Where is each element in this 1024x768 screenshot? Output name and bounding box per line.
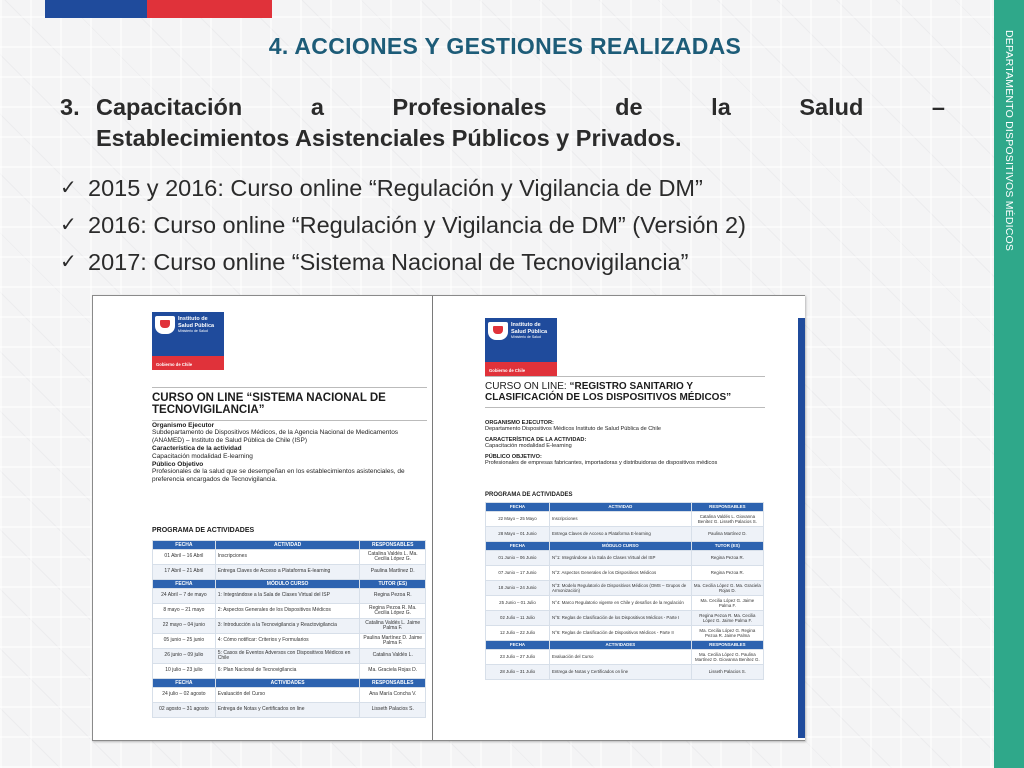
table-cell: Entrega de Notas y Certificados on line [215,703,360,718]
table-cell: Paulina Martínez D. [691,527,763,542]
table-cell: Regina Pezoa R. [360,589,426,604]
table-header-row [486,641,764,650]
heading-word: Capacitación [96,94,243,120]
course-flyer-tecnovigilancia [93,296,433,740]
table-cell: 12 Julio – 22 Julio [486,626,550,641]
table-row [486,566,764,581]
checkmark-icon: ✓ [60,214,77,236]
bullet-text: 2016: Curso online “Regulación y Vigilancia de DM” (Versión 2) [88,212,746,238]
table-header-row [486,542,764,551]
table-cell: Catalina Valdés L. Jaime Palma F. [360,619,426,634]
table-cell: Ma. Cecilia López G. Jaime Palma F. [691,596,763,611]
table-cell: 1: Integrándose a la Sala de Clases Virtual del ISP [215,589,360,604]
heading-word: la [711,94,731,120]
isp-logo [152,312,224,370]
table-cell: Paulina Martínez D. [360,565,426,580]
course-documents-image [92,295,805,741]
table-header-row [486,503,764,512]
doc-meta: Organismo Ejecutor Subdepartamento de Dispositivos Médicos, de la Agencia Nacional de Medicamentos (ANAMED) – Instituto de Salud Pública de Chile (ISP) Característica de la actividad Capacitación modalidad E-learning Público Objetivo Profesionales de la salud que se desempeñan en los establecimientos asistenciales, de preferencia encargados de Tecnovigilancia. [152,422,405,483]
doc-title: CURSO ON LINE “SISTEMA NACIONAL DE TECNOVIGILANCIA” [152,387,427,421]
table-header-cell: FECHA [486,641,550,650]
table-cell: Catalina Valdés L. [360,649,426,664]
table-row [486,581,764,596]
heading-line-1 [96,92,945,123]
table-cell: 22 Mayo – 25 Mayo [486,512,550,527]
heading-line-2: Establecimientos Asistenciales Públicos y Privados. [96,125,682,151]
table-cell: 2: Aspectos Generales de los Dispositivos Médicos [215,604,360,619]
table-header-cell: RESPONSABLES [360,541,426,550]
table-cell: 3: Introducción a la Tecnovigilancia y Reactovigilancia [215,619,360,634]
table-header-cell: RESPONSABLES [691,503,763,512]
table-header-cell: RESPONSABLES [691,641,763,650]
table-cell: N°2: Aspectos Generales de los Dispositivos Médicos [549,566,691,581]
table-cell: 02 Julio – 11 Julio [486,611,550,626]
table-cell: Inscripciones [549,512,691,527]
heading-word: – [931,94,945,120]
table-cell: 24 julio – 02 agosto [153,688,216,703]
bullet-item [60,170,746,207]
heading-word: a [310,94,324,120]
table-row [153,550,426,565]
table-cell: 24 Abril – 7 de mayo [153,589,216,604]
table-row [486,596,764,611]
table-cell: 28 Mayo – 01 Junio [486,527,550,542]
table-cell: 01 Abril – 16 Abril [153,550,216,565]
table-cell: 5: Casos de Eventos Adversos con Dispositivos Médicos en Chile [215,649,360,664]
checkmark-icon: ✓ [60,177,77,199]
flyer-edge-band [798,318,805,738]
table-header-cell: FECHA [153,541,216,550]
table-header-cell: FECHA [153,679,216,688]
flag-color-bar [45,0,272,18]
doc-meta: ORGANISMO EJECUTOR: Departamento Dispositivos Médicos Instituto de Salud Pública de Chile CARACTERÍSTICA DE LA ACTIVIDAD: Capacitación modalidad E-learning PÚBLICO OBJETIVO: Profesionales de empresas fabricantes, importadoras y distribuidoras de dispositivos médicos [485,420,718,467]
table-header-cell: TUTOR (ES) [360,580,426,589]
bullet-text: 2017: Curso online “Sistema Nacional de Tecnovigilancia” [88,249,689,275]
flag-red-segment [147,0,272,18]
table-header-cell: TUTOR (ES) [691,542,763,551]
table-header-cell: RESPONSABLES [360,679,426,688]
bullet-text: 2015 y 2016: Curso online “Regulación y Vigilancia de DM” [88,175,703,201]
table-cell: 25 Junio – 01 Julio [486,596,550,611]
table-row [153,688,426,703]
table-row [486,611,764,626]
schedule-table [485,502,764,680]
table-cell: Regina Pezoa R. Ma. Cecilia López G. [360,604,426,619]
table-cell: Paulina Martínez D. Jaime Palma F. [360,634,426,649]
table-cell: Regina Pezoa R. [691,566,763,581]
table-cell: Evaluación del Curso [215,688,360,703]
schedule-table [152,540,426,718]
bullet-item [60,207,746,244]
heading-number: 3. [60,94,80,120]
table-cell: Ma. Cecilia López G. Ma. Graciela Rojas D. [691,581,763,596]
table-cell: N°5: Reglas de Clasificación de los Dispositivos Médicos - Parte I [549,611,691,626]
table-cell: Ma. Cecilia López G. Regina Pezoa R. Jaime Palma [691,626,763,641]
table-cell: Catalina Valdés L. Giovanna Benítez G. Lisseth Palacios S. [691,512,763,527]
table-row [486,650,764,665]
table-header-cell: FECHA [486,542,550,551]
table-row [153,703,426,718]
chile-crest-icon [155,316,175,334]
logo-institute: Instituto de Salud Pública [178,316,215,329]
logo-ministry: Ministerio de Salud [511,335,541,339]
table-row [153,664,426,679]
table-cell: Entrega Claves de Acceso a Plataforma E-learning [549,527,691,542]
logo-ministry: Ministerio de Salud [178,329,208,333]
table-cell: Regina Pezoa R. Ma. Cecilia López G. Jaime Palma F. [691,611,763,626]
logo-gov: Gobierno de Chile [156,362,193,367]
table-cell: Entrega de Notas y Certificados on line [549,665,691,680]
table-row [153,619,426,634]
table-row [153,565,426,580]
table-cell: 23 Julio – 27 Julio [486,650,550,665]
bullet-list [60,170,746,281]
side-label: DEPARTAMENTO DISPOSITIVOS MÉDICOS [1003,30,1015,252]
table-cell: Ma. Graciela Rojas D. [360,664,426,679]
table-cell: N°4: Marco Regulatorio vigente en Chile y desafíos de la regulación [549,596,691,611]
table-cell: Catalina Valdés L. Ma. Cecilia López G. [360,550,426,565]
table-row [486,551,764,566]
table-row [153,649,426,664]
table-cell: Ma. Cecilia López G. Paulina Martínez D. Giovanna Benítez G. [691,650,763,665]
table-header-cell: FECHA [153,580,216,589]
table-header-row [153,580,426,589]
table-header-cell: ACTIVIDAD [549,503,691,512]
table-row [486,626,764,641]
table-cell: 07 Junio – 17 Junio [486,566,550,581]
table-cell: 18 Junio – 24 Junio [486,581,550,596]
side-strip [994,0,1024,768]
table-cell: Regina Pezoa R. [691,551,763,566]
logo-gov: Gobierno de Chile [489,368,526,373]
chile-crest-icon [488,322,508,340]
table-cell: N°1: Integrándose a la Sala de Clases Virtual del ISP [549,551,691,566]
bullet-item [60,244,746,281]
table-cell: Ana María Concha V. [360,688,426,703]
table-cell: 10 julio – 23 julio [153,664,216,679]
table-cell: Entrega Claves de Acceso a Plataforma E-learning [215,565,360,580]
table-row [153,634,426,649]
table-cell: Lisseth Palacios S. [691,665,763,680]
table-row [153,604,426,619]
heading-word: Profesionales [392,94,547,120]
table-header-cell: ACTIVIDAD [215,541,360,550]
doc-title: CURSO ON LINE: “REGISTRO SANITARIO Y CLASIFICACIÓN DE LOS DISPOSITIVOS MÉDICOS” [485,376,765,408]
table-row [153,589,426,604]
table-header-row [153,679,426,688]
table-header-cell: MÓDULO CURSO [215,580,360,589]
table-cell: 02 agosto – 31 agosto [153,703,216,718]
table-cell: Inscripciones [215,550,360,565]
slide-title: 4. ACCIONES Y GESTIONES REALIZADAS [268,33,742,59]
table-cell: 6: Plan Nacional de Tecnovigilancia [215,664,360,679]
section-heading [60,92,945,154]
table-cell: 01 Junio – 06 Junio [486,551,550,566]
checkmark-icon: ✓ [60,251,77,273]
heading-word: Salud [799,94,864,120]
flag-blue-segment [45,0,147,18]
table-cell: 17 Abril – 21 Abril [153,565,216,580]
heading-word: de [615,94,643,120]
table-cell: Evaluación del Curso [549,650,691,665]
table-cell: 4: Cómo notificar: Criterios y Formularios [215,634,360,649]
table-header-cell: FECHA [486,503,550,512]
table-cell: 8 mayo – 21 mayo [153,604,216,619]
table-cell: 22 mayo – 04 junio [153,619,216,634]
program-heading: PROGRAMA DE ACTIVIDADES [485,492,573,498]
table-cell: 26 junio – 09 julio [153,649,216,664]
table-cell: 28 Julio – 31 Julio [486,665,550,680]
program-heading: PROGRAMA DE ACTIVIDADES [152,527,255,534]
isp-logo [485,318,557,376]
table-row [486,512,764,527]
table-header-cell: ACTIVIDADES [215,679,360,688]
table-header-cell: ACTIVIDADES [549,641,691,650]
logo-institute: Instituto de Salud Pública [511,322,548,335]
table-cell: N°6: Reglas de Clasificación de Dispositivos Médicos - Parte II [549,626,691,641]
table-header-cell: MÓDULO CURSO [549,542,691,551]
table-cell: N°3: Modelo Regulatorio de Dispositivos Médicos (OMS – Grupos de Armonización) [549,581,691,596]
table-row [486,527,764,542]
course-flyer-registro-sanitario [433,296,805,740]
table-header-row [153,541,426,550]
table-cell: Lisseth Palacios S. [360,703,426,718]
table-row [486,665,764,680]
table-cell: 05 junio – 25 junio [153,634,216,649]
